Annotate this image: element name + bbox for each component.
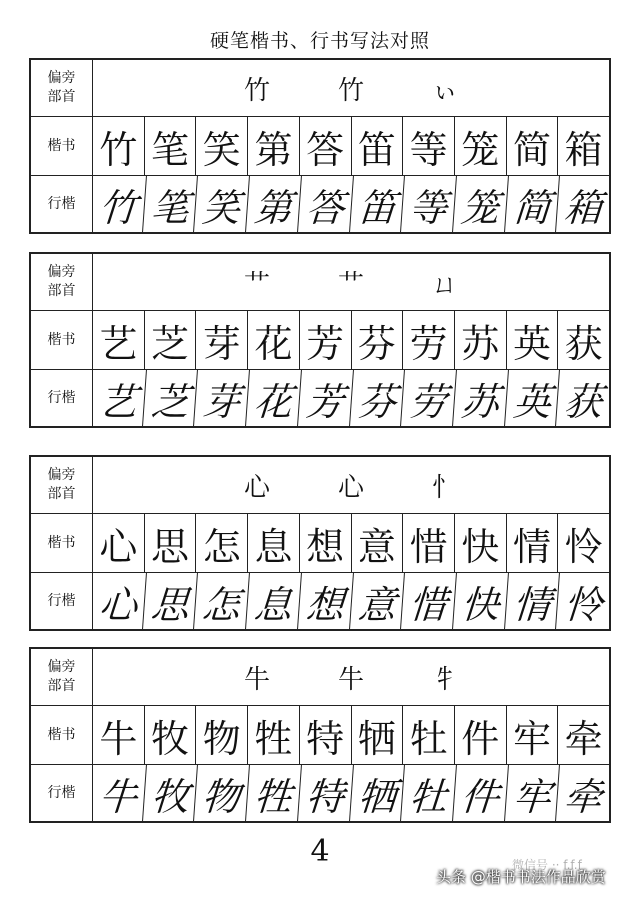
char-cell: 苏 bbox=[454, 311, 506, 369]
char-cell: 物 bbox=[195, 706, 247, 764]
char-cell: 芳 bbox=[299, 311, 351, 369]
char-cell: 牵 bbox=[555, 765, 611, 821]
radical-label-line1: 偏旁 bbox=[47, 467, 76, 483]
running-script-label: 行楷 bbox=[31, 573, 93, 629]
regular-script-label: 楷书 bbox=[31, 706, 93, 764]
char-cell: 牺 bbox=[351, 706, 403, 764]
char-cell: 答 bbox=[299, 117, 351, 175]
radical-row bbox=[31, 254, 609, 310]
char-cell: 件 bbox=[452, 765, 508, 821]
radical-form: 忄 bbox=[432, 472, 459, 503]
radical-form: 竹 bbox=[337, 75, 364, 106]
regular-script-cells bbox=[93, 117, 609, 175]
radical-label-line1: 偏旁 bbox=[47, 264, 76, 280]
char-cell: 心 bbox=[99, 524, 138, 569]
watermark-faint: 微信号 ·· f.f.f bbox=[512, 858, 582, 872]
radical-form: 牛 bbox=[243, 664, 270, 695]
page-title: 硬笔楷书、行书写法对照 bbox=[209, 30, 430, 52]
char-cell: 牲 bbox=[245, 765, 301, 821]
radical-form: 心 bbox=[337, 472, 364, 503]
running-script-cells bbox=[93, 573, 609, 629]
radical-row bbox=[31, 60, 609, 116]
char-cell: 第 bbox=[245, 176, 301, 232]
char-cell: 思 bbox=[142, 573, 198, 629]
char-cell: 牡 bbox=[400, 765, 456, 821]
radical-section-heart bbox=[29, 455, 611, 631]
regular-script-cells bbox=[93, 311, 609, 369]
radical-forms bbox=[93, 457, 609, 513]
char-cell: 第 bbox=[247, 117, 299, 175]
regular-script-row bbox=[31, 116, 609, 175]
running-script-row bbox=[31, 369, 609, 426]
char-cell: 等 bbox=[400, 176, 456, 232]
char-cell: 件 bbox=[454, 706, 506, 764]
regular-script-label: 楷书 bbox=[31, 311, 93, 369]
radical-row bbox=[31, 649, 609, 705]
char-cell: 芝 bbox=[142, 370, 198, 426]
radical-forms bbox=[93, 649, 609, 705]
radical-label-line1: 偏旁 bbox=[47, 70, 76, 86]
radical-form: 心 bbox=[243, 472, 270, 503]
radical-form: ぃ bbox=[432, 75, 459, 106]
char-cell: 笑 bbox=[195, 117, 247, 175]
radical-label bbox=[31, 254, 93, 310]
radical-form: 竹 bbox=[243, 75, 270, 106]
char-cell: 牡 bbox=[402, 706, 454, 764]
char-cell: 怎 bbox=[193, 573, 249, 629]
char-cell: 特 bbox=[299, 706, 351, 764]
char-cell: 牵 bbox=[557, 706, 609, 764]
char-cell: 想 bbox=[299, 514, 351, 572]
char-cell: 牧 bbox=[142, 765, 198, 821]
char-cell: 劳 bbox=[402, 311, 454, 369]
char-cell: 笼 bbox=[454, 117, 506, 175]
radical-label-line2: 部首 bbox=[47, 486, 76, 502]
running-script-label: 行楷 bbox=[31, 176, 93, 232]
regular-script-label: 楷书 bbox=[31, 117, 93, 175]
char-cell: 牛 bbox=[97, 774, 139, 819]
radical-label bbox=[31, 649, 93, 705]
radical-label bbox=[31, 60, 93, 116]
char-cell: 牺 bbox=[349, 765, 405, 821]
char-cell: 笔 bbox=[142, 176, 198, 232]
radical-section-bamboo bbox=[29, 58, 611, 234]
char-cell: 芽 bbox=[195, 311, 247, 369]
radical-form: 牜 bbox=[432, 664, 459, 695]
char-cell: 答 bbox=[297, 176, 353, 232]
radical-section-cow bbox=[29, 647, 611, 823]
char-cell: 意 bbox=[349, 573, 405, 629]
char-cell: 英 bbox=[506, 311, 558, 369]
regular-script-row bbox=[31, 513, 609, 572]
running-script-row bbox=[31, 572, 609, 629]
radical-label-line1: 偏旁 bbox=[47, 659, 76, 675]
char-cell: 简 bbox=[504, 176, 560, 232]
radical-form: 牛 bbox=[337, 664, 364, 695]
char-cell: 英 bbox=[504, 370, 560, 426]
char-cell: 苏 bbox=[452, 370, 508, 426]
radical-form: ㄩ bbox=[432, 269, 459, 300]
char-cell: 等 bbox=[402, 117, 454, 175]
char-cell: 惜 bbox=[400, 573, 456, 629]
radical-form: 艹 bbox=[243, 269, 270, 300]
radical-row bbox=[31, 457, 609, 513]
running-script-cells bbox=[93, 370, 609, 426]
char-cell: 芬 bbox=[351, 311, 403, 369]
running-script-label: 行楷 bbox=[31, 370, 93, 426]
char-cell: 怎 bbox=[195, 514, 247, 572]
char-cell: 情 bbox=[504, 573, 560, 629]
radical-label-line2: 部首 bbox=[47, 283, 76, 299]
radical-section-grass bbox=[29, 252, 611, 428]
regular-script-cells bbox=[93, 706, 609, 764]
char-cell: 芝 bbox=[144, 311, 196, 369]
radical-label-line2: 部首 bbox=[47, 678, 76, 694]
watermark: 头条 @楷书书法作品欣赏 bbox=[436, 868, 606, 886]
regular-script-label: 楷书 bbox=[31, 514, 93, 572]
char-cell: 笔 bbox=[144, 117, 196, 175]
char-cell: 意 bbox=[351, 514, 403, 572]
char-cell: 牢 bbox=[506, 706, 558, 764]
regular-script-row bbox=[31, 310, 609, 369]
char-cell: 牲 bbox=[247, 706, 299, 764]
char-cell: 花 bbox=[245, 370, 301, 426]
char-cell: 芳 bbox=[297, 370, 353, 426]
char-cell: 花 bbox=[247, 311, 299, 369]
running-script-cells bbox=[93, 176, 609, 232]
running-script-label: 行楷 bbox=[31, 765, 93, 821]
char-cell: 牛 bbox=[99, 716, 138, 761]
char-cell: 箱 bbox=[557, 117, 609, 175]
char-cell: 物 bbox=[193, 765, 249, 821]
regular-script-row bbox=[31, 705, 609, 764]
char-cell: 惜 bbox=[402, 514, 454, 572]
radical-label bbox=[31, 457, 93, 513]
char-cell: 怜 bbox=[555, 573, 611, 629]
char-cell: 竹 bbox=[97, 185, 139, 230]
char-cell: 思 bbox=[144, 514, 196, 572]
char-cell: 获 bbox=[557, 311, 609, 369]
char-cell: 心 bbox=[97, 582, 139, 627]
radical-label-line2: 部首 bbox=[47, 89, 76, 105]
char-cell: 艺 bbox=[97, 379, 139, 424]
char-cell: 牢 bbox=[504, 765, 560, 821]
char-cell: 艺 bbox=[99, 321, 138, 366]
char-cell: 芬 bbox=[349, 370, 405, 426]
char-cell: 想 bbox=[297, 573, 353, 629]
char-cell: 息 bbox=[247, 514, 299, 572]
char-cell: 特 bbox=[297, 765, 353, 821]
char-cell: 劳 bbox=[400, 370, 456, 426]
page-number: 4 bbox=[310, 834, 330, 869]
regular-script-cells bbox=[93, 514, 609, 572]
radical-forms bbox=[93, 254, 609, 310]
char-cell: 笛 bbox=[351, 117, 403, 175]
char-cell: 简 bbox=[506, 117, 558, 175]
running-script-row bbox=[31, 764, 609, 821]
radical-form: 艹 bbox=[337, 269, 364, 300]
char-cell: 息 bbox=[245, 573, 301, 629]
char-cell: 芽 bbox=[193, 370, 249, 426]
char-cell: 获 bbox=[555, 370, 611, 426]
char-cell: 笑 bbox=[193, 176, 249, 232]
char-cell: 笛 bbox=[349, 176, 405, 232]
char-cell: 牧 bbox=[144, 706, 196, 764]
char-cell: 快 bbox=[454, 514, 506, 572]
radical-forms bbox=[93, 60, 609, 116]
running-script-cells bbox=[93, 765, 609, 821]
char-cell: 快 bbox=[452, 573, 508, 629]
char-cell: 笼 bbox=[452, 176, 508, 232]
char-cell: 情 bbox=[506, 514, 558, 572]
char-cell: 怜 bbox=[557, 514, 609, 572]
char-cell: 箱 bbox=[555, 176, 611, 232]
char-cell: 竹 bbox=[99, 127, 138, 172]
running-script-row bbox=[31, 175, 609, 232]
